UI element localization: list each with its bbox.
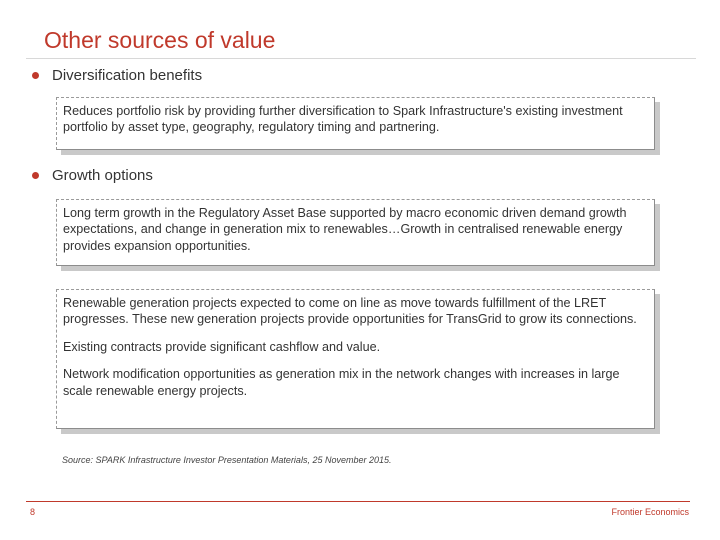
box-paragraph: Existing contracts provide significant cashflow and value. xyxy=(63,339,381,354)
section-heading-label: Growth options xyxy=(52,167,153,184)
slide-title: Other sources of value xyxy=(44,27,276,53)
bullet-dot-icon xyxy=(32,72,39,79)
footer-divider xyxy=(26,501,690,502)
diversification-text-box xyxy=(56,97,655,150)
footer-brand: Frontier Economics xyxy=(611,507,689,517)
page-number: 8 xyxy=(30,507,36,517)
box-paragraph: Network modification opportunities as generation mix in the network changes with increases in large scale renewable energy projects. xyxy=(63,367,620,398)
growth-text-box-1 xyxy=(56,199,655,266)
bullet-dot-icon xyxy=(32,172,39,179)
box-paragraph: Reduces portfolio risk by providing further diversification to Spark Infrastructure's existing investment portfolio by asset type, geography, regulatory timing and partnering. xyxy=(63,104,623,135)
source-note: Source: SPARK Infrastructure Investor Presentation Materials, 25 November 2015. xyxy=(62,455,392,465)
section-heading-diversification xyxy=(32,67,202,84)
title-divider xyxy=(26,58,696,59)
growth-text-box-2 xyxy=(56,289,655,429)
box-paragraph: Renewable generation projects expected to come on line as move towards fulfillment of the LRET progresses. These new generation projects provide opportunities for TransGrid to grow its connections. xyxy=(63,296,637,327)
section-heading-label: Diversification benefits xyxy=(52,67,203,84)
section-heading-growth xyxy=(32,167,153,184)
box-paragraph: Long term growth in the Regulatory Asset Base supported by macro economic driven demand growth expectations, and change in generation mix to renewables…Growth in centralised renewable energy provides expansion opportunities. xyxy=(63,206,627,253)
